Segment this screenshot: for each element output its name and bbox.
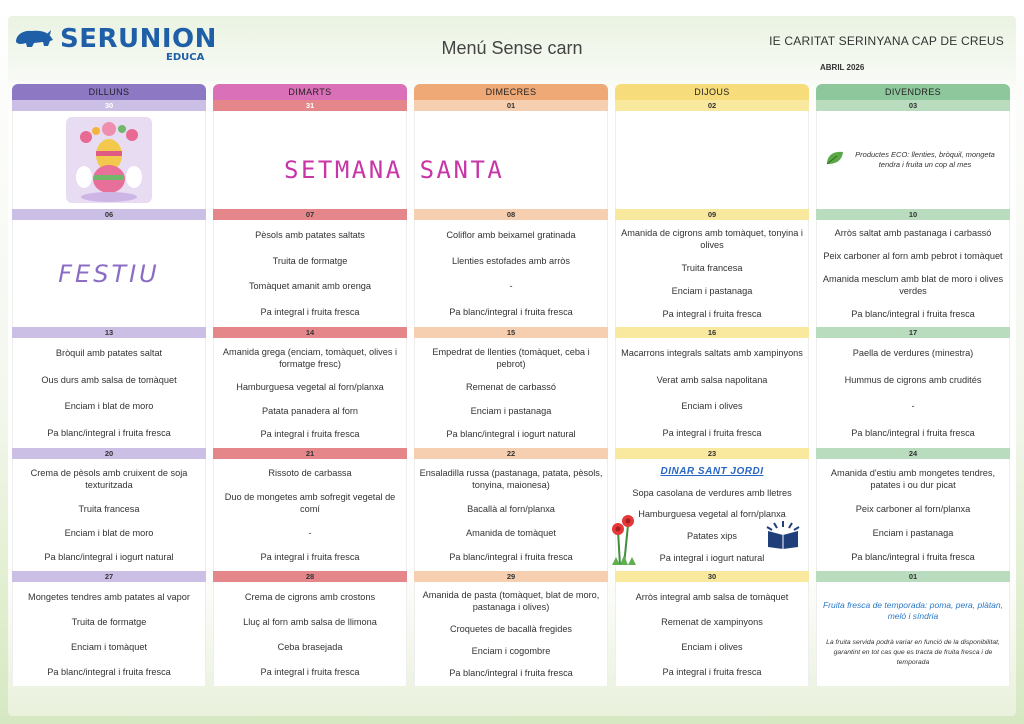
column-thursday [615, 84, 809, 686]
dish: Truita francesa [681, 263, 743, 274]
logo-text: SERUNION [60, 24, 217, 54]
fruit-season-title: Fruita fresca de temporada: poma, pera, plàtan, meló i síndria [822, 600, 1003, 621]
dish: Duo de mongetes amb sofregit vegetal de comí [224, 492, 396, 514]
menu-cell [12, 111, 206, 209]
dish: Truita de formatge [71, 616, 147, 627]
menu-cell [816, 582, 1010, 686]
dish: Pa integral i fruita fresca [260, 552, 360, 562]
date-label: 17 [816, 327, 1010, 338]
dish: Enciam i olives [681, 641, 743, 652]
menu-cell [414, 582, 608, 686]
dish: Sopa casolana de verdures amb lletres [632, 487, 792, 498]
dish: Pèsols amb patates saltats [255, 229, 365, 240]
dish: Pa blanc/integral i iogurt natural [446, 429, 576, 440]
dish: Rissoto de carbassa [268, 468, 352, 478]
date-label: 31 [213, 100, 407, 111]
eco-note [821, 150, 1005, 171]
dish: Hamburguesa vegetal al forn/planxa [638, 509, 786, 520]
dish: Empedrat de llenties (tomàquet, ceba i pebrot) [432, 346, 590, 369]
fruit-note: La fruita servida podrà variar en funció de la disponibilitat, garantint en tot cas que es tracta de fruita fresca i de temporada [826, 639, 1000, 666]
dish: Peix carboner al forn amb pebrot i tomàquet [823, 251, 1003, 262]
date-label: 13 [12, 327, 206, 338]
date-label: 22 [414, 448, 608, 459]
menu-grid [12, 84, 1012, 686]
menu-cell [816, 220, 1010, 327]
dish: Hummus de cigrons amb crudités [844, 374, 982, 385]
dish: Lluç al forn amb salsa de llimona [243, 616, 377, 627]
dish: Patates xips [686, 531, 738, 542]
setmana-santa-banner: SETMANA SANTA [284, 156, 505, 184]
date-label: 30 [12, 100, 206, 111]
dish: - [911, 401, 915, 412]
dish: Enciam i blat de moro [64, 528, 154, 538]
dish: Pa blanc/integral i iogurt natural [44, 552, 174, 562]
dish: Crema de pèsols amb cruixent de soja texturitzada [30, 468, 188, 490]
dish: Enciam i blat de moro [64, 401, 154, 412]
dish: Croquetes de bacallà fregides [449, 624, 573, 634]
dish: Pa integral i fruita fresca [662, 308, 762, 319]
menu-cell [213, 338, 407, 448]
date-label: 20 [12, 448, 206, 459]
date-label: 27 [12, 571, 206, 582]
column-friday [816, 84, 1010, 686]
sant-jordi-title: DINAR SANT JORDI [660, 465, 764, 477]
dish: Amanida de cigrons amb tomàquet, tonyina i olives [621, 228, 803, 251]
dish: Amanida de pasta (tomàquet, blat de moro, pastanaga i olives) [422, 590, 600, 612]
festiu-label: FESTIU [58, 259, 160, 288]
date-label: 16 [615, 327, 809, 338]
eco-text: Productes ECO: llenties, bròquil, mongeta tendra i fruita un cop al mes [855, 149, 995, 169]
dish: Bròquil amb patates saltat [55, 348, 163, 359]
dish: Pa blanc/integral i fruita fresca [47, 427, 171, 438]
easter-eggs-image [66, 117, 152, 203]
dish: Macarrons integrals saltats amb xampinyons [621, 348, 803, 359]
menu-cell [615, 582, 809, 686]
dish: Enciam i cogombre [471, 646, 551, 656]
date-label: 21 [213, 448, 407, 459]
dish: Amanida grega (enciam, tomàquet, olives i formatge fresc) [222, 346, 398, 369]
dish: Patata panadera al forn [261, 405, 359, 416]
menu-cell [414, 338, 608, 448]
menu-cell [615, 338, 809, 448]
date-label: 14 [213, 327, 407, 338]
dish: - [308, 528, 312, 538]
menu-cell [414, 220, 608, 327]
day-header: DIMARTS [213, 84, 407, 100]
date-label: 03 [816, 100, 1010, 111]
date-label: 01 [414, 100, 608, 111]
school-name: IE CARITAT SERINYANA CAP DE CREUS [769, 34, 1004, 48]
dish: Amanida de tomàquet [466, 528, 556, 538]
dish: Remenat de carbassó [466, 382, 556, 393]
dish: Pa integral i fruita fresca [260, 429, 360, 440]
dish: Ous durs amb salsa de tomàquet [41, 374, 177, 385]
logo-subtitle: EDUCA [166, 52, 205, 63]
dish: Amanida mesclum amb blat de moro i olives verdes [822, 273, 1004, 296]
dish: Amanida d'estiu amb mongetes tendres, patates i ou dur picat [830, 468, 996, 490]
menu-cell [414, 459, 608, 571]
rose-icon [608, 511, 638, 572]
dish: Truita francesa [78, 504, 140, 514]
date-label: 30 [615, 571, 809, 582]
column-monday [12, 84, 206, 686]
dish: Bacallà al forn/planxa [467, 504, 555, 514]
dish: Enciam i tomàquet [70, 641, 148, 652]
day-header: DIVENDRES [816, 84, 1010, 100]
menu-cell [615, 220, 809, 327]
dish: - [509, 281, 513, 292]
dish: Coliflor amb beixamel gratinada [446, 229, 576, 240]
dish: Remenat de xampinyons [661, 616, 763, 627]
menu-cell [213, 459, 407, 571]
date-label: 15 [414, 327, 608, 338]
dish: Arròs integral amb salsa de tomàquet [635, 591, 789, 602]
date-label: 07 [213, 209, 407, 220]
dish: Pa blanc/integral i fruita fresca [851, 552, 975, 562]
dish: Enciam i pastanaga [872, 528, 954, 538]
dish: Ensaladilla russa (pastanaga, patata, pèsols, tonyina, maionesa) [419, 468, 603, 490]
dish: Paella de verdures (minestra) [852, 348, 974, 359]
dish: Enciam i olives [681, 401, 743, 412]
dish: Crema de cigrons amb crostons [244, 591, 376, 602]
month-label: ABRIL 2026 [820, 63, 865, 72]
day-header: DIMECRES [414, 84, 608, 100]
dish: Pa blanc/integral i fruita fresca [47, 666, 171, 677]
date-label: 29 [414, 571, 608, 582]
date-label: 28 [213, 571, 407, 582]
menu-cell [816, 338, 1010, 448]
dish: Enciam i pastanaga [671, 285, 753, 296]
dish: Pa integral i fruita fresca [260, 666, 360, 677]
dish: Verat amb salsa napolitana [656, 374, 768, 385]
day-header: DIJOUS [615, 84, 809, 100]
dish: Mongetes tendres amb patates al vapor [28, 591, 190, 602]
dish: Pa integral i fruita fresca [260, 307, 360, 318]
date-label: 02 [615, 100, 809, 111]
menu-cell [816, 459, 1010, 571]
dish: Ceba brasejada [277, 641, 343, 652]
date-label: 10 [816, 209, 1010, 220]
day-header: DILLUNS [12, 84, 206, 100]
date-label: 06 [12, 209, 206, 220]
dish: Enciam i pastanaga [470, 405, 552, 416]
menu-cell [12, 459, 206, 571]
dish: Pa blanc/integral i fruita fresca [449, 668, 573, 678]
open-book-icon [764, 519, 802, 554]
menu-cell [615, 459, 809, 571]
dish: Peix carboner al forn/planxa [855, 504, 971, 514]
dish: Pa blanc/integral i fruita fresca [851, 427, 975, 438]
menu-cell [12, 338, 206, 448]
dish: Llenties estofades amb arròs [452, 255, 570, 266]
dish: Pa integral i iogurt natural [659, 553, 765, 564]
page-title: Menú Sense carn [441, 38, 583, 58]
dish: Pa blanc/integral i fruita fresca [449, 307, 573, 318]
menu-cell [12, 582, 206, 686]
menu-cell [213, 582, 407, 686]
dish: Pa blanc/integral i fruita fresca [449, 552, 573, 562]
date-label: 08 [414, 209, 608, 220]
menu-cell [12, 220, 206, 327]
dish: Tomàquet amanit amb orenga [248, 281, 372, 292]
menu-cell [816, 111, 1010, 209]
dish: Pa blanc/integral i fruita fresca [851, 308, 975, 319]
date-label: 24 [816, 448, 1010, 459]
dish: Pa integral i fruita fresca [662, 427, 762, 438]
dish: Arròs saltat amb pastanaga i carbassó [834, 228, 992, 239]
menu-cell [615, 111, 809, 209]
date-label: 23 [615, 448, 809, 459]
date-label: 09 [615, 209, 809, 220]
menu-cell [213, 220, 407, 327]
dish: Pa integral i fruita fresca [662, 666, 762, 677]
dish: Hamburguesa vegetal al forn/planxa [236, 382, 384, 393]
dish: Truita de formatge [272, 255, 348, 266]
leaf-icon [825, 150, 845, 171]
date-label: 01 [816, 571, 1010, 582]
